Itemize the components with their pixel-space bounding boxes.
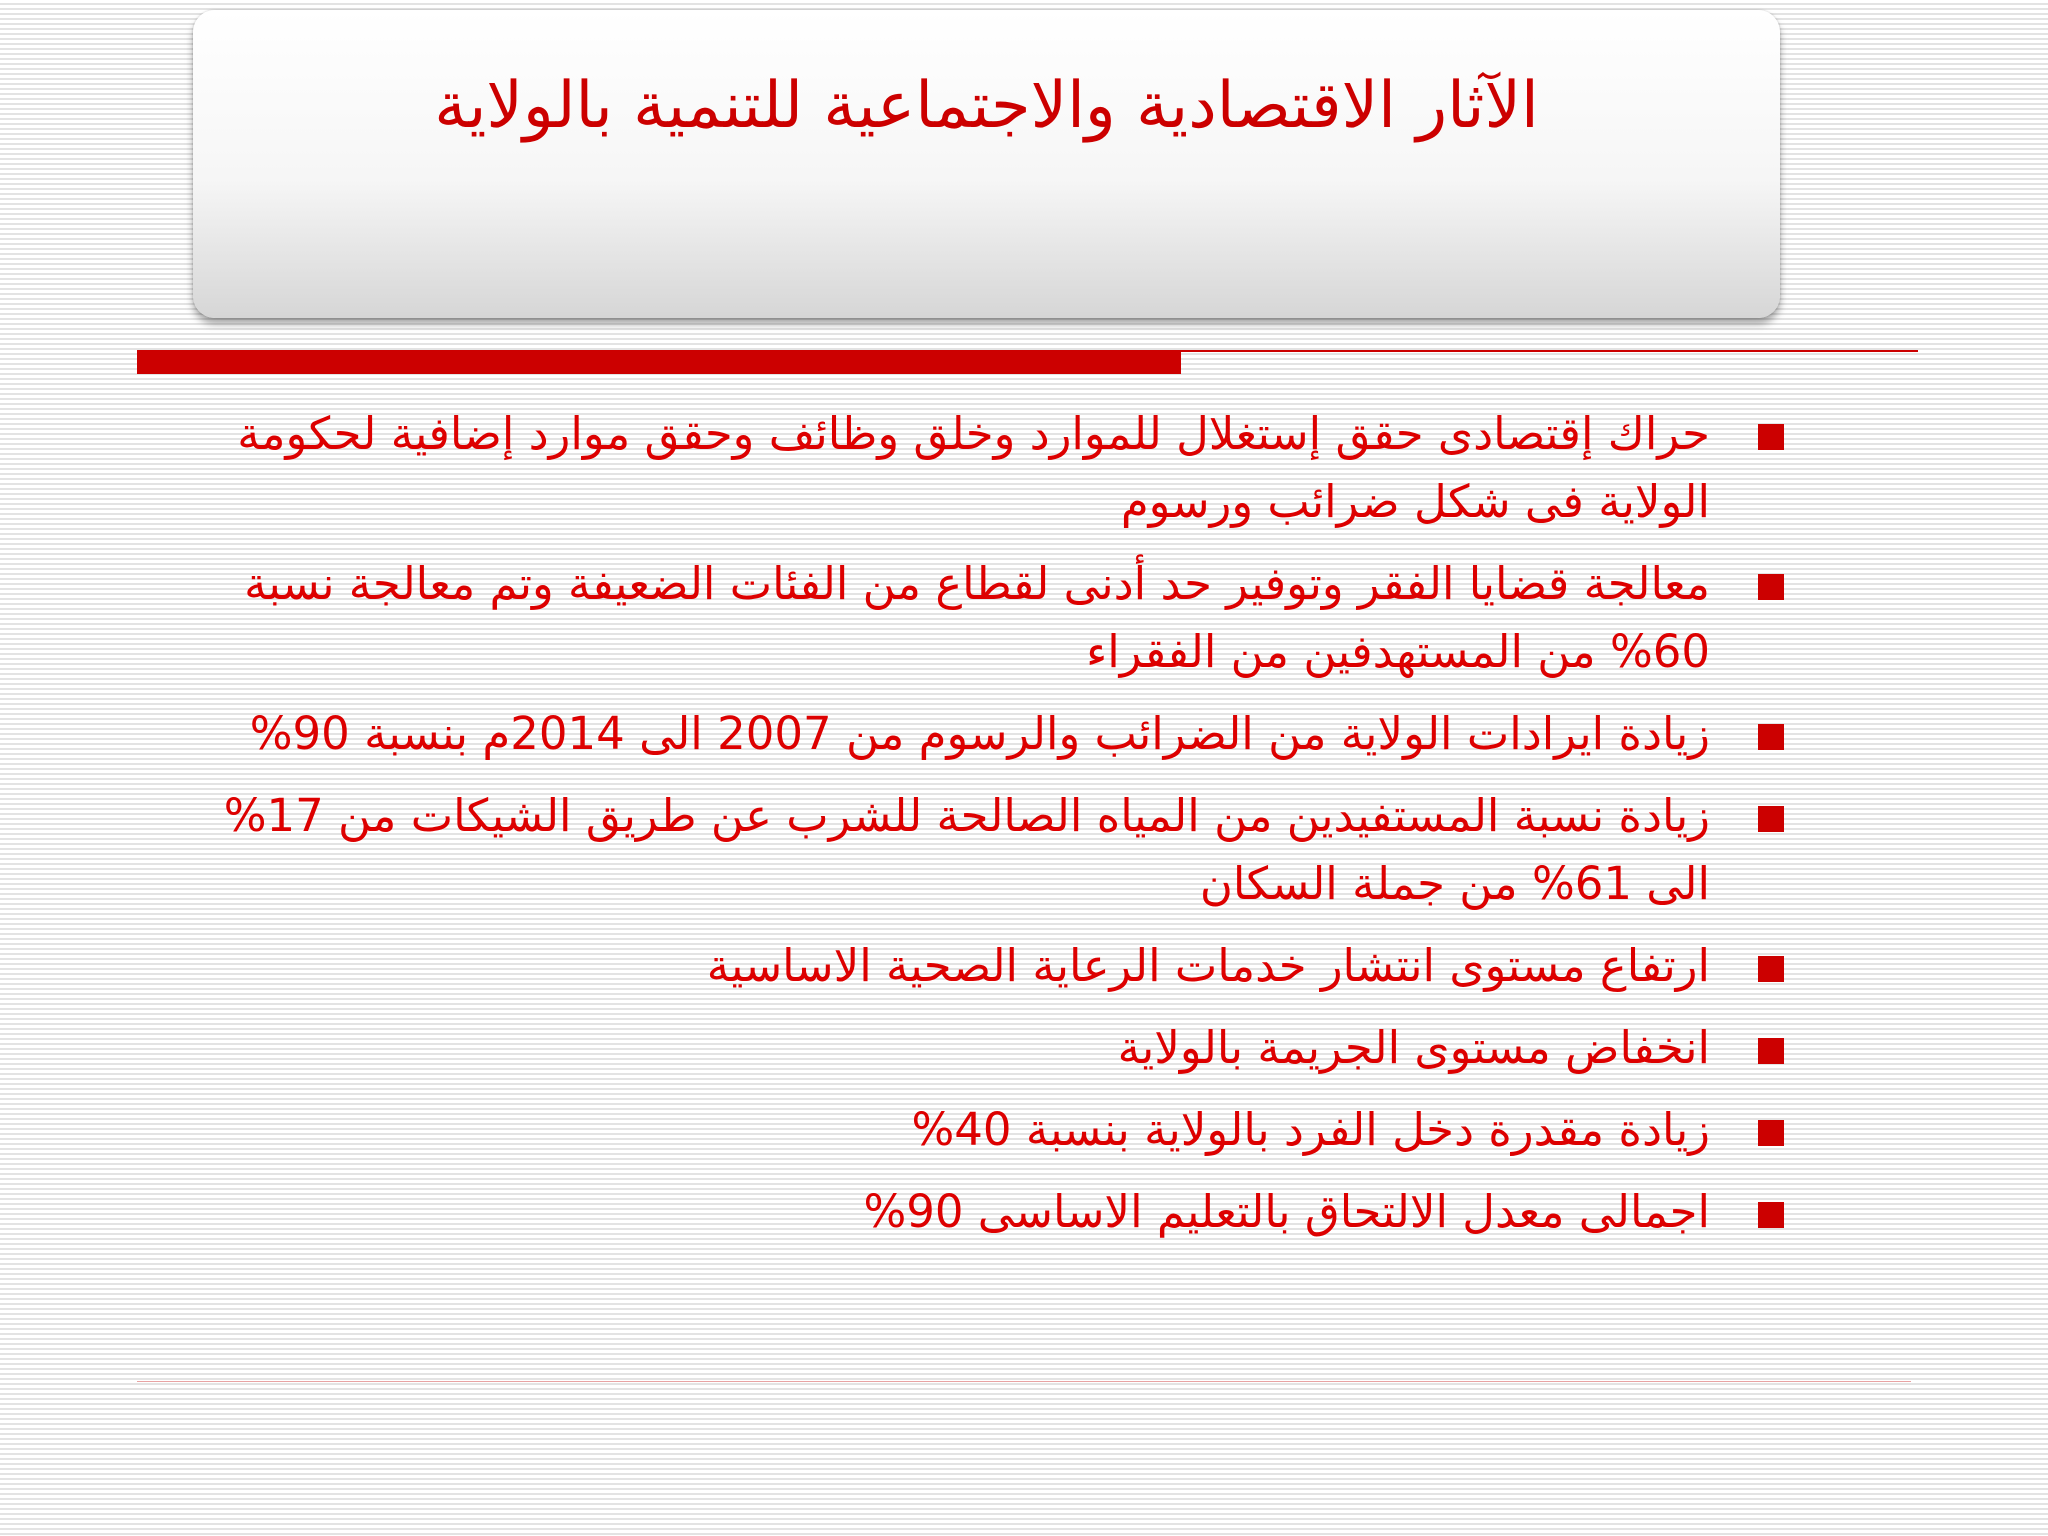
bullet-item (150, 1014, 1790, 1082)
bullet-text: معالجة قضايا الفقر وتوفير حد أدنى لقطاع من الفئات الضعيفة وتم معالجة نسبة 60% من المستهدفين من الفقراء (244, 557, 1710, 678)
square-bullet-icon (1758, 424, 1784, 450)
bullet-list (150, 400, 1790, 1260)
bullet-text: زيادة ايرادات الولاية من الضرائب والرسوم من 2007 الى 2014م بنسبة 90% (249, 707, 1710, 760)
square-bullet-icon (1758, 806, 1784, 832)
bullet-text: اجمالى معدل الالتحاق بالتعليم الاساسى 90% (863, 1185, 1710, 1238)
bullet-item (150, 782, 1790, 918)
square-bullet-icon (1758, 574, 1784, 600)
bullet-text: زيادة مقدرة دخل الفرد بالولاية بنسبة 40% (911, 1103, 1710, 1156)
bullet-text: انخفاض مستوى الجريمة بالولاية (1117, 1021, 1710, 1074)
accent-rule-thick (137, 350, 1181, 374)
bullet-text: حراك إقتصادى حقق إستغلال للموارد وخلق وظائف وحقق موارد إضافية لحكومة الولاية فى شكل ضرائب ورسوم (237, 407, 1710, 528)
slide-title: الآثار الاقتصادية والاجتماعية للتنمية بالولاية (434, 69, 1539, 143)
bullet-item (150, 1178, 1790, 1246)
title-box (193, 10, 1780, 318)
bottom-divider (137, 1381, 1911, 1382)
bullet-item (150, 700, 1790, 768)
square-bullet-icon (1758, 1120, 1784, 1146)
square-bullet-icon (1758, 956, 1784, 982)
bullet-text: ارتفاع مستوى انتشار خدمات الرعاية الصحية الاساسية (706, 939, 1710, 992)
bullet-item (150, 1096, 1790, 1164)
bullet-item (150, 550, 1790, 686)
bullet-text: زيادة نسبة المستفيدين من المياه الصالحة للشرب عن طريق الشيكات من 17% الى 61% من جملة السكان (223, 789, 1710, 910)
accent-rule-thin (1181, 350, 1918, 352)
square-bullet-icon (1758, 724, 1784, 750)
bullet-item (150, 932, 1790, 1000)
square-bullet-icon (1758, 1202, 1784, 1228)
bullet-item (150, 400, 1790, 536)
square-bullet-icon (1758, 1038, 1784, 1064)
